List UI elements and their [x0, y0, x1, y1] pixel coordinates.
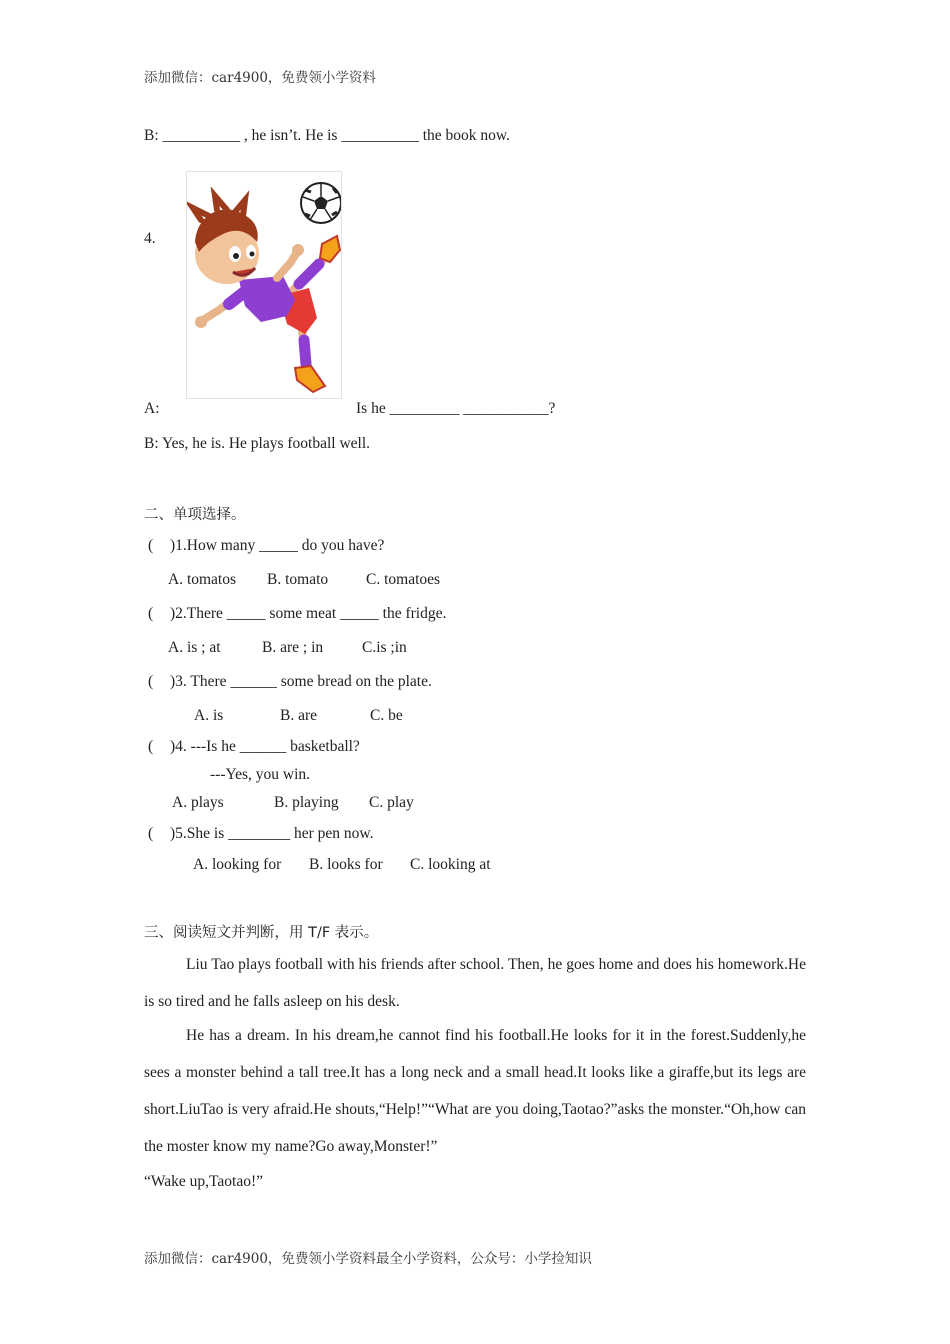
q3-option-c: C. be	[370, 707, 403, 724]
reading-paragraph-3: “Wake up,Taotao!”	[144, 1173, 264, 1190]
q3-option-b: B. are	[280, 707, 318, 724]
q4-option-c: C. play	[369, 794, 414, 811]
q5-option-c: C. looking at	[410, 856, 491, 873]
q4-option-a: A. plays	[172, 794, 224, 811]
question-2-stem: )2.There _____ some meat _____ the fridge.	[170, 605, 447, 622]
page-header: 添加微信：car4900，免费领小学资料	[144, 70, 376, 86]
q4-a-question: Is he _________ ___________?	[356, 400, 556, 417]
answer-paren: (	[148, 738, 154, 755]
answer-paren: (	[148, 673, 154, 690]
q2-option-a: A. is ; at	[168, 639, 221, 656]
section-3-title: 三、阅读短文并判断，用 T/F 表示。	[144, 925, 379, 941]
question-4-answer-line: ---Yes, you win.	[210, 766, 311, 783]
reading-paragraph-2: He has a dream. In his dream,he cannot find his football.He looks for it in the forest.Suddenly,he sees a monster behind a tall tree.It has a long neck and a small head.It looks like a giraffe,but its legs are short.LiuTao is very afraid.He shouts,“Help!”“What are you doing,Taotao?”asks the monster.“Oh,how can the moster know my name?Go away,Monster!”	[144, 1027, 806, 1155]
q2-option-c: C.is ;in	[362, 639, 407, 656]
question-1-stem: )1.How many _____ do you have?	[170, 537, 385, 554]
question-5-stem: )5.She is ________ her pen now.	[170, 825, 374, 842]
reading-paragraph-1: Liu Tao plays football with his friends after school. Then, he goes home and does his homework.He is so tired and he falls asleep on his desk.	[144, 956, 806, 1010]
q5-option-a: A. looking for	[193, 856, 282, 873]
question-4-stem: )4. ---Is he ______ basketball?	[170, 738, 360, 755]
q4-a-label: A:	[144, 400, 160, 417]
football-boy-picture	[186, 171, 342, 399]
section-2-title: 二、单项选择。	[144, 507, 246, 523]
q3-option-a: A. is	[194, 707, 224, 724]
page-footer: 添加微信：car4900，免费领小学资料最全小学资料，公众号：小学捡知识	[144, 1251, 592, 1267]
q4-b-answer: B: Yes, he is. He plays football well.	[144, 435, 371, 452]
q3-answer-line: B: __________ , he isn’t. He is __________ the book now.	[144, 127, 510, 144]
question-3-stem: )3. There ______ some bread on the plate.	[170, 673, 432, 690]
football-icon	[301, 183, 341, 223]
boy-kicking-football-icon	[187, 172, 341, 398]
answer-paren: (	[148, 537, 154, 554]
q5-option-b: B. looks for	[309, 856, 383, 873]
q2-option-b: B. are ; in	[262, 639, 324, 656]
answer-paren: (	[148, 825, 154, 842]
q4-number: 4.	[144, 230, 156, 247]
q4-option-b: B. playing	[274, 794, 339, 811]
q1-option-c: C. tomatoes	[366, 571, 441, 588]
answer-paren: (	[148, 605, 154, 622]
q1-option-b: B. tomato	[267, 571, 329, 588]
q1-option-a: A. tomatos	[168, 571, 237, 588]
